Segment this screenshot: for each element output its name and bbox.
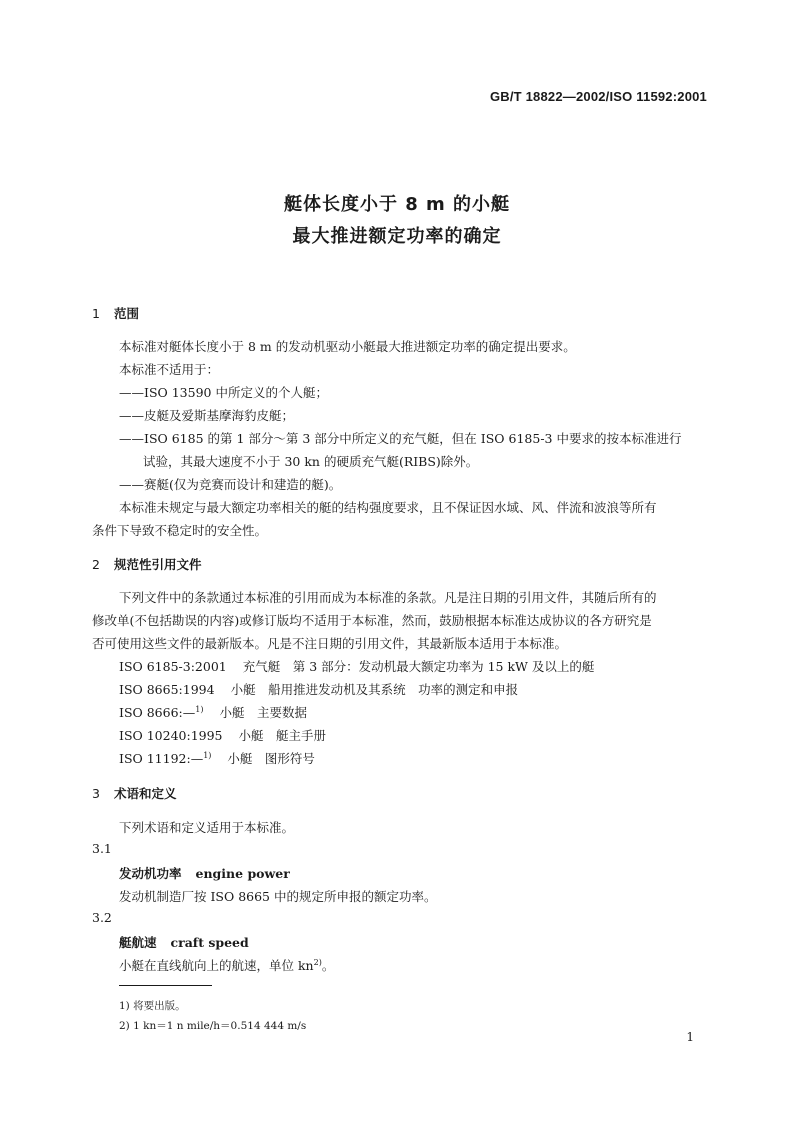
reference-title: 小艇 艇主手册 xyxy=(238,728,327,743)
list-item: ——皮艇及爱斯基摩海豹皮艇； xyxy=(119,408,295,423)
footnote-marker: 1) xyxy=(195,705,204,714)
page-number: 1 xyxy=(686,1030,694,1044)
paragraph-line: 本标准不适用于： xyxy=(119,362,220,377)
term-heading xyxy=(119,933,249,951)
reference-item xyxy=(119,657,594,675)
term-definition xyxy=(119,956,334,974)
list-item: ——ISO 13590 中所定义的个人艇； xyxy=(119,385,328,400)
footnote-marker: 2) xyxy=(313,958,322,967)
standard-number: GB/T 18822—2002/ISO 11592:2001 xyxy=(489,89,707,104)
footnote-separator xyxy=(119,985,212,986)
section-title: 范围 xyxy=(114,306,140,321)
section-title: 规范性引用文件 xyxy=(114,557,202,572)
term-zh: 艇航速 xyxy=(119,935,157,950)
reference-code: ISO 8666:— xyxy=(119,705,196,720)
section-3-heading xyxy=(92,784,177,802)
reference-title: 小艇 图形符号 xyxy=(227,751,315,766)
section-title: 术语和定义 xyxy=(114,786,177,801)
reference-title: 小艇 主要数据 xyxy=(219,705,307,720)
term-heading xyxy=(119,864,290,882)
paragraph-line: 本标准未规定与最大额定功率相关的艇的结构强度要求，且不保证因水域、风、伴流和波浪等所有 xyxy=(119,500,657,515)
reference-code: ISO 11192:— xyxy=(119,751,204,766)
reference-code: ISO 6185-3:2001 xyxy=(119,659,227,674)
paragraph-line: 否可使用这些文件的最新版本。凡是不注日期的引用文件，其最新版本适用于本标准。 xyxy=(92,636,568,651)
list-item-continuation: 试验，其最大速度不小于 30 kn 的硬质充气艇(RIBS)除外。 xyxy=(143,454,479,469)
reference-title: 小艇 船用推进发动机及其系统 功率的测定和申报 xyxy=(230,682,519,697)
term-definition-text: 小艇在直线航向上的航速，单位 kn xyxy=(119,958,314,973)
title-line-1: 艇体长度小于 8 m 的小艇 xyxy=(283,194,511,215)
list-item: ——ISO 6185 的第 1 部分～第 3 部分中所定义的充气艇，但在 ISO 6185-3 中要求的按本标准进行 xyxy=(119,431,682,446)
term-en: craft speed xyxy=(170,935,249,950)
section-number: 2 xyxy=(92,557,100,572)
reference-item xyxy=(119,703,307,721)
reference-code: ISO 10240:1995 xyxy=(119,728,223,743)
paragraph-line: 修改单(不包括勘误的内容)或修订版均不适用于本标准，然而，鼓励根据本标准达成协议的各方研究是 xyxy=(92,613,652,628)
footnote-2: 2) 1 kn＝1 n mile/h＝0.514 444 m/s xyxy=(119,1020,307,1032)
reference-code: ISO 8665:1994 xyxy=(119,682,215,697)
paragraph-line: 本标准对艇体长度小于 8 m 的发动机驱动小艇最大推进额定功率的确定提出要求。 xyxy=(119,339,576,354)
reference-item xyxy=(119,726,326,744)
term-en: engine power xyxy=(195,866,290,881)
paragraph-line: 下列术语和定义适用于本标准。 xyxy=(119,820,295,835)
footnote-marker: 1) xyxy=(203,751,212,760)
section-number: 1 xyxy=(92,306,100,321)
term-definition-end: 。 xyxy=(321,958,335,973)
reference-title: 充气艇 第 3 部分：发动机最大额定功率为 15 kW 及以上的艇 xyxy=(242,659,595,674)
term-definition: 发动机制造厂按 ISO 8665 中的规定所申报的额定功率。 xyxy=(119,889,437,904)
footnote-1: 1) 将要出版。 xyxy=(119,1000,186,1012)
reference-item xyxy=(119,680,518,698)
paragraph-line: 下列文件中的条款通过本标准的引用而成为本标准的条款。凡是注日期的引用文件，其随后所有的 xyxy=(119,590,657,605)
section-2-heading xyxy=(92,555,202,573)
term-number: 3.2 xyxy=(92,910,112,925)
list-item: ——赛艇(仅为竞赛而设计和建造的艇)。 xyxy=(119,477,342,492)
section-1-heading xyxy=(92,304,139,322)
title-line-2: 最大推进额定功率的确定 xyxy=(292,226,502,247)
section-number: 3 xyxy=(92,786,100,801)
reference-item xyxy=(119,749,315,767)
term-number: 3.1 xyxy=(92,841,112,856)
paragraph-line: 条件下导致不稳定时的安全性。 xyxy=(92,523,268,538)
term-zh: 发动机功率 xyxy=(119,866,182,881)
